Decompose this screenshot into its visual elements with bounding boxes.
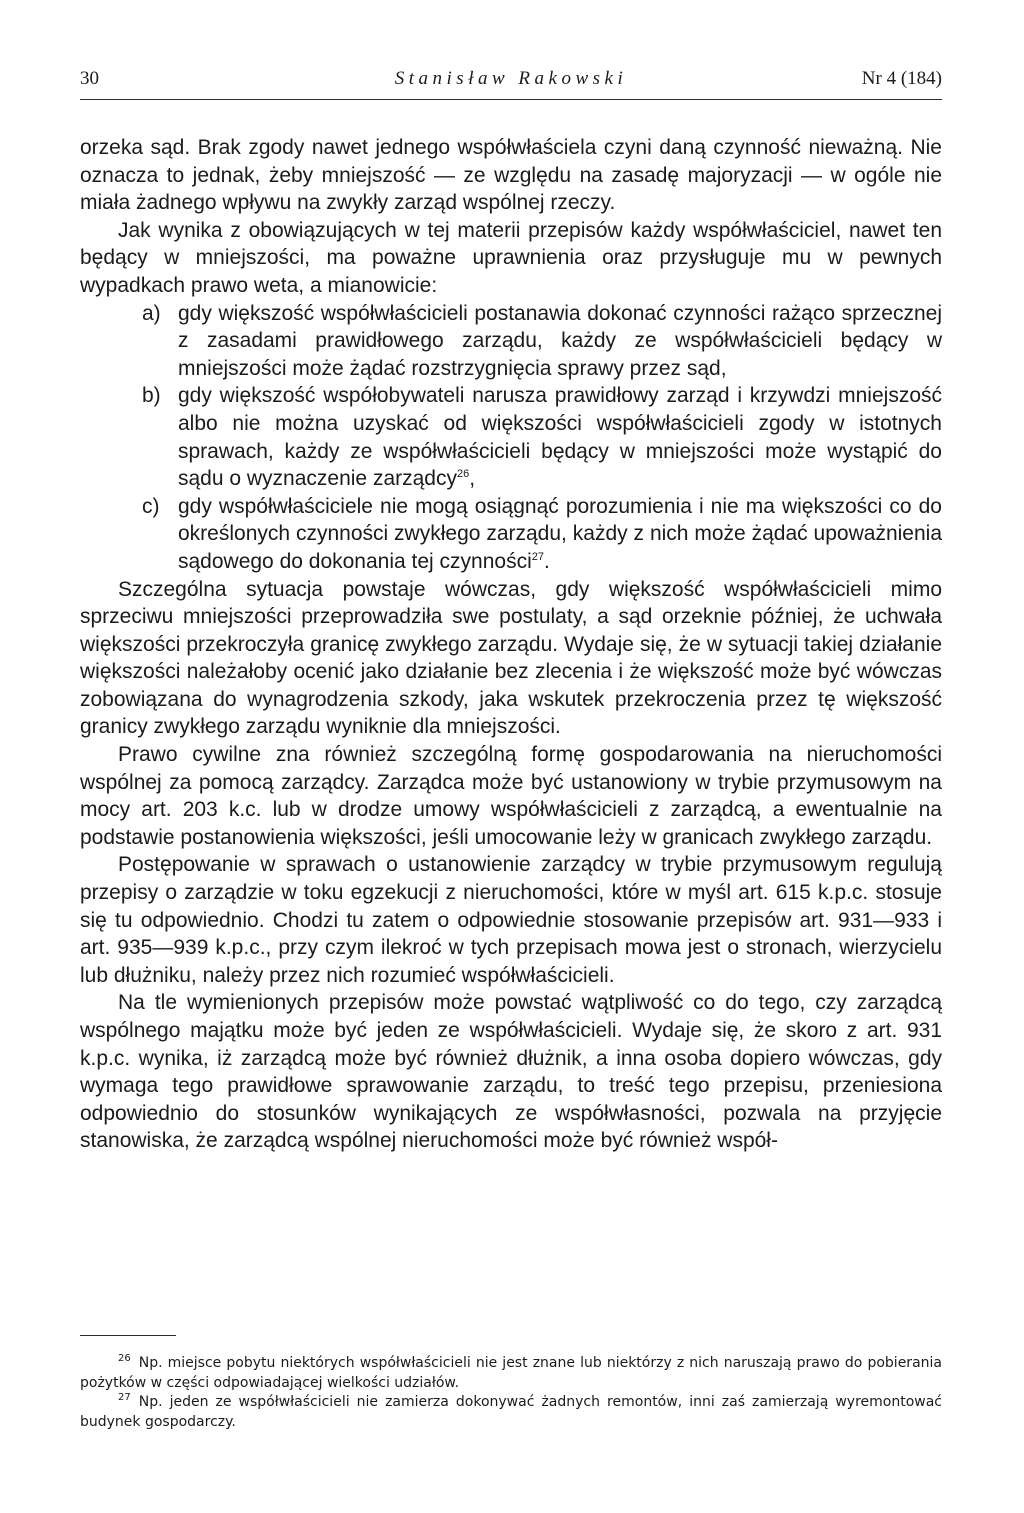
- running-header: [80, 68, 942, 94]
- footnote-ref: 26: [456, 468, 470, 481]
- page-number: 30: [80, 68, 99, 89]
- footnote-text: Np. miejsce pobytu niektórych współwłaścicieli nie jest znane lub niektórzy z nich naruszają prawo do pobierania pożytków w części odpowiadającej wielkości udziałów.: [80, 1355, 942, 1391]
- body-text: [80, 134, 942, 1155]
- list-item-text: gdy większość współwłaścicieli postanawia dokonać czynności rażąco sprzecznej z zasadami prawidłowego zarządu, każdy ze współwłaścicieli będący w mniejszości może żądać rozstrzygnięcia sprawy przez sąd,: [178, 301, 942, 380]
- header-rule: [80, 99, 942, 100]
- list-marker: b): [142, 384, 161, 408]
- list-item-punct: .: [544, 549, 550, 573]
- paragraph-5: Postępowanie w sprawach o ustanowienie zarządcy w trybie przymusowym regulują przepisy o zarządzie w toku egzekucji z nieruchomości, które w myśl art. 615 k.p.c. stosuje się tu odpowiednio. Chodzi tu zatem o odpowiednie stosowanie przepisów art. 931—933 i art. 935—939 k.p.c., przy czym ilekroć w tych przepisach mowa jest o stronach, wierzycielu lub dłużniku, należy przez nich rozumieć współwłaścicieli.: [80, 853, 942, 987]
- paragraph-6: Na tle wymienionych przepisów może powstać wątpliwość co do tego, czy zarządcą wspólnego majątku może być jeden ze współwłaścicieli. Wydaje się, że skoro z art. 931 k.p.c. wynika, iż zarządcą może być również dłużnik, a inna osoba dopiero wówczas, gdy wymaga tego prawidłowe sprawowanie zarządu, to treść tego przepisu, przeniesiona odpowiednio do stosunków wynikających ze współwłasności, pozwala na przyjęcie stanowiska, że zarządcą wspólnej nieruchomości może być również współ-: [80, 991, 942, 1153]
- list-item-a: [80, 300, 942, 383]
- footnote-text: Np. jeden ze współwłaścicieli nie zamierza dokonywać żadnych remontów, inni zaś zamierzają wyremontować budynek gospodarczy.: [80, 1394, 942, 1430]
- footnote-number: 26: [118, 1353, 131, 1365]
- list-item-punct: ,: [469, 467, 476, 491]
- list-item-b: [80, 382, 942, 492]
- running-title: Stanisław Rakowski: [394, 68, 628, 89]
- footnote-ref: 27: [531, 550, 544, 563]
- enumerated-list: [80, 300, 942, 576]
- list-item-c: [80, 493, 942, 576]
- paragraph-2: Jak wynika z obowiązujących w tej materii przepisów każdy współwłaściciel, nawet ten będący w mniejszości, ma poważne uprawnienia oraz przysługuje mu w pewnych wypadkach prawo weta, a mianowicie:: [80, 218, 942, 297]
- list-item-text: gdy współwłaściciele nie mogą osiągnąć porozumienia i nie ma większości co do określonych czynności zwykłego zarządu, każdy z nich może żądać upoważnienia sądowego do dokonania tej czynności: [178, 494, 942, 573]
- issue-number: Nr 4 (184): [861, 68, 942, 89]
- footnote-26: [80, 1354, 942, 1393]
- list-marker: a): [142, 301, 161, 325]
- list-item-text: gdy większość współobywateli narusza prawidłowy zarząd i krzywdzi mniejszość albo nie można uzyskać od większości współwłaścicieli zgody w istotnych sprawach, każdy ze współwłaścicieli będący w mniejszości może wystąpić do sądu o wyznaczenie zarządcy: [178, 384, 942, 491]
- footnote-number: 27: [118, 1392, 131, 1404]
- footnote-rule: [80, 1335, 176, 1336]
- footnote-27: [80, 1393, 942, 1432]
- paragraph-4: Prawo cywilne zna również szczególną formę gospodarowania na nieruchomości wspólnej za pomocą zarządcy. Zarządca może być ustanowiony w trybie przymusowym na mocy art. 203 k.c. lub w drodze umowy współwłaścicieli z zarządcą, a ewentualnie na podstawie postanowienia większości, jeśli umocowanie leży w granicach zwykłego zarządu.: [80, 743, 942, 849]
- footnotes: [80, 1354, 942, 1432]
- paragraph-1: orzeka sąd. Brak zgody nawet jednego współwłaściela czyni daną czynność nieważną. Nie oznacza to jednak, żeby mniejszość — ze względu na zasadę majoryzacji — w ogóle nie miała żadnego wpływu na zwykły zarząd wspólnej rzeczy.: [80, 136, 942, 215]
- paragraph-3: Szczególna sytuacja powstaje wówczas, gdy większość współwłaścicieli mimo sprzeciwu mniejszości przeprowadziła swe postulaty, a sąd orzeknie później, że uchwała większości przekroczyła granicę zwykłego zarządu. Wydaje się, że w sytuacji takiej działanie większości należałoby ocenić jako działanie bez zlecenia i że większość może być wówczas zobowiązana do wynagrodzenia szkody, jaka wskutek przekroczenia przez tę większość granicy zwykłego zarządu wyniknie dla mniejszości.: [80, 577, 942, 739]
- list-marker: c): [142, 494, 160, 518]
